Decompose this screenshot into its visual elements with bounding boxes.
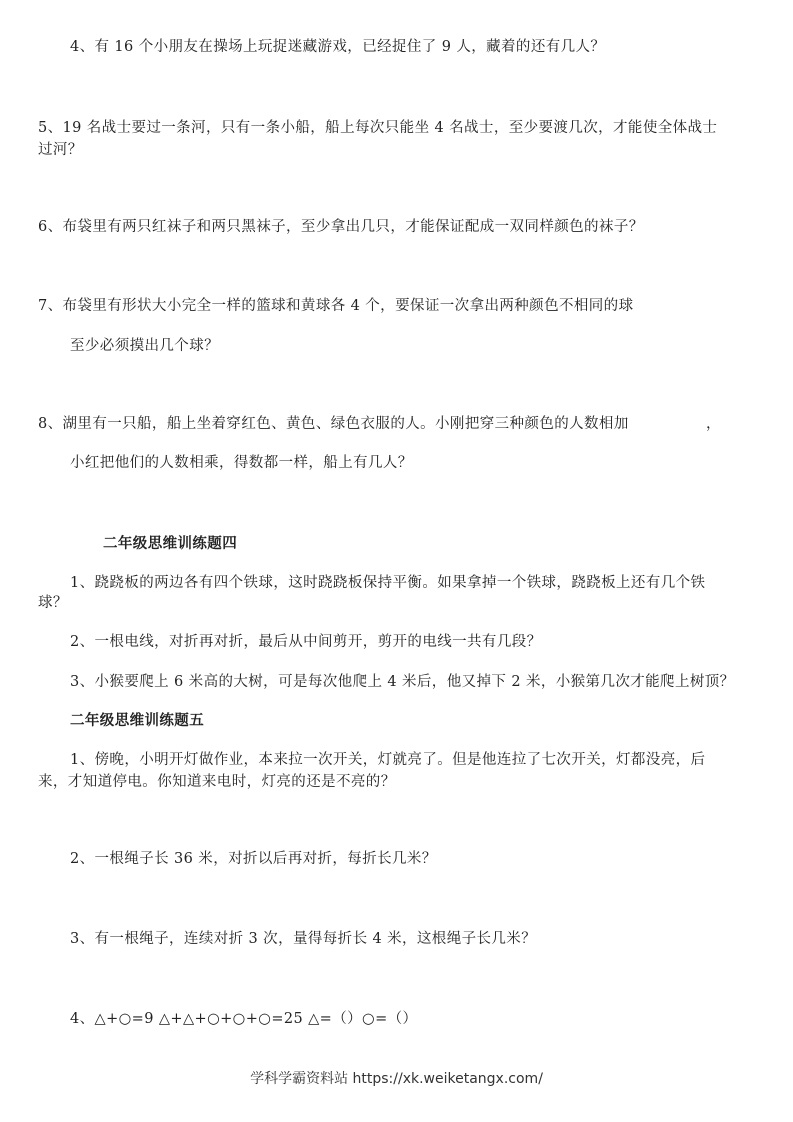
section5-question-1-line-1: 1、傍晚，小明开灯做作业，本来拉一次开关，灯就亮了。但是他连拉了七次开关，灯都没亮，后 [70,752,706,768]
section5-question-4: 4、△+○=9 △+△+○+○+○=25 △=（）○=（） [70,1011,418,1027]
question-4: 4、有 16 个小朋友在操场上玩捉迷藏游戏，已经捉住了 9 人，藏着的还有几人？ [70,39,606,55]
section5-question-2: 2、一根绳子长 36 米，对折以后再对折，每折长几米？ [70,851,437,867]
section-heading-five: 二年级思维训练题五 [70,713,205,729]
section5-question-3: 3、有一根绳子，连续对折 3 次，量得每折长 4 米，这根绳子长几米？ [70,931,537,947]
question-8-line-2: 小红把他们的人数相乘，得数都一样，船上有几人？ [70,455,413,471]
footer-watermark: 学科学霸资料站 https://xk.weiketangx.com/ [250,1071,543,1087]
question-6: 6、布袋里有两只红袜子和两只黑袜子，至少拿出几只，才能保证配成一双同样颜色的袜子？ [38,219,644,235]
question-7-line-1: 7、布袋里有形状大小完全一样的篮球和黄球各 4 个，要保证一次拿出两种颜色不相同的球 [38,298,634,314]
question-5-line-2: 过河？ [38,142,83,158]
question-5-line-1: 5、19 名战士要过一条河，只有一条小船，船上每次只能坐 4 名战士，至少要渡几次，才能使全体战士 [38,120,718,136]
section-heading-four: 二年级思维训练题四 [103,536,238,552]
section5-question-1-line-2: 来，才知道停电。你知道来电时，灯亮的还是不亮的？ [38,774,396,790]
section4-question-3: 3、小猴要爬上 6 米高的大树，可是每次他爬上 4 米后，他又掉下 2 米，小猴第几次才能爬上树顶？ [70,674,735,690]
section4-question-2: 2、一根电线，对折再对折，最后从中间剪开，剪开的电线一共有几段？ [70,634,542,650]
section4-question-1-line-1: 1、跷跷板的两边各有四个铁球，这时跷跷板保持平衡。如果拿掉一个铁球，跷跷板上还有几个铁 [70,575,706,591]
question-8-comma: ， [706,416,721,432]
question-7-line-2: 至少必须摸出几个球？ [70,338,219,354]
section4-question-1-line-2: 球？ [38,595,68,611]
question-8-line-1: 8、湖里有一只船，船上坐着穿红色、黄色、绿色衣服的人。小刚把穿三种颜色的人数相加 [38,416,629,432]
